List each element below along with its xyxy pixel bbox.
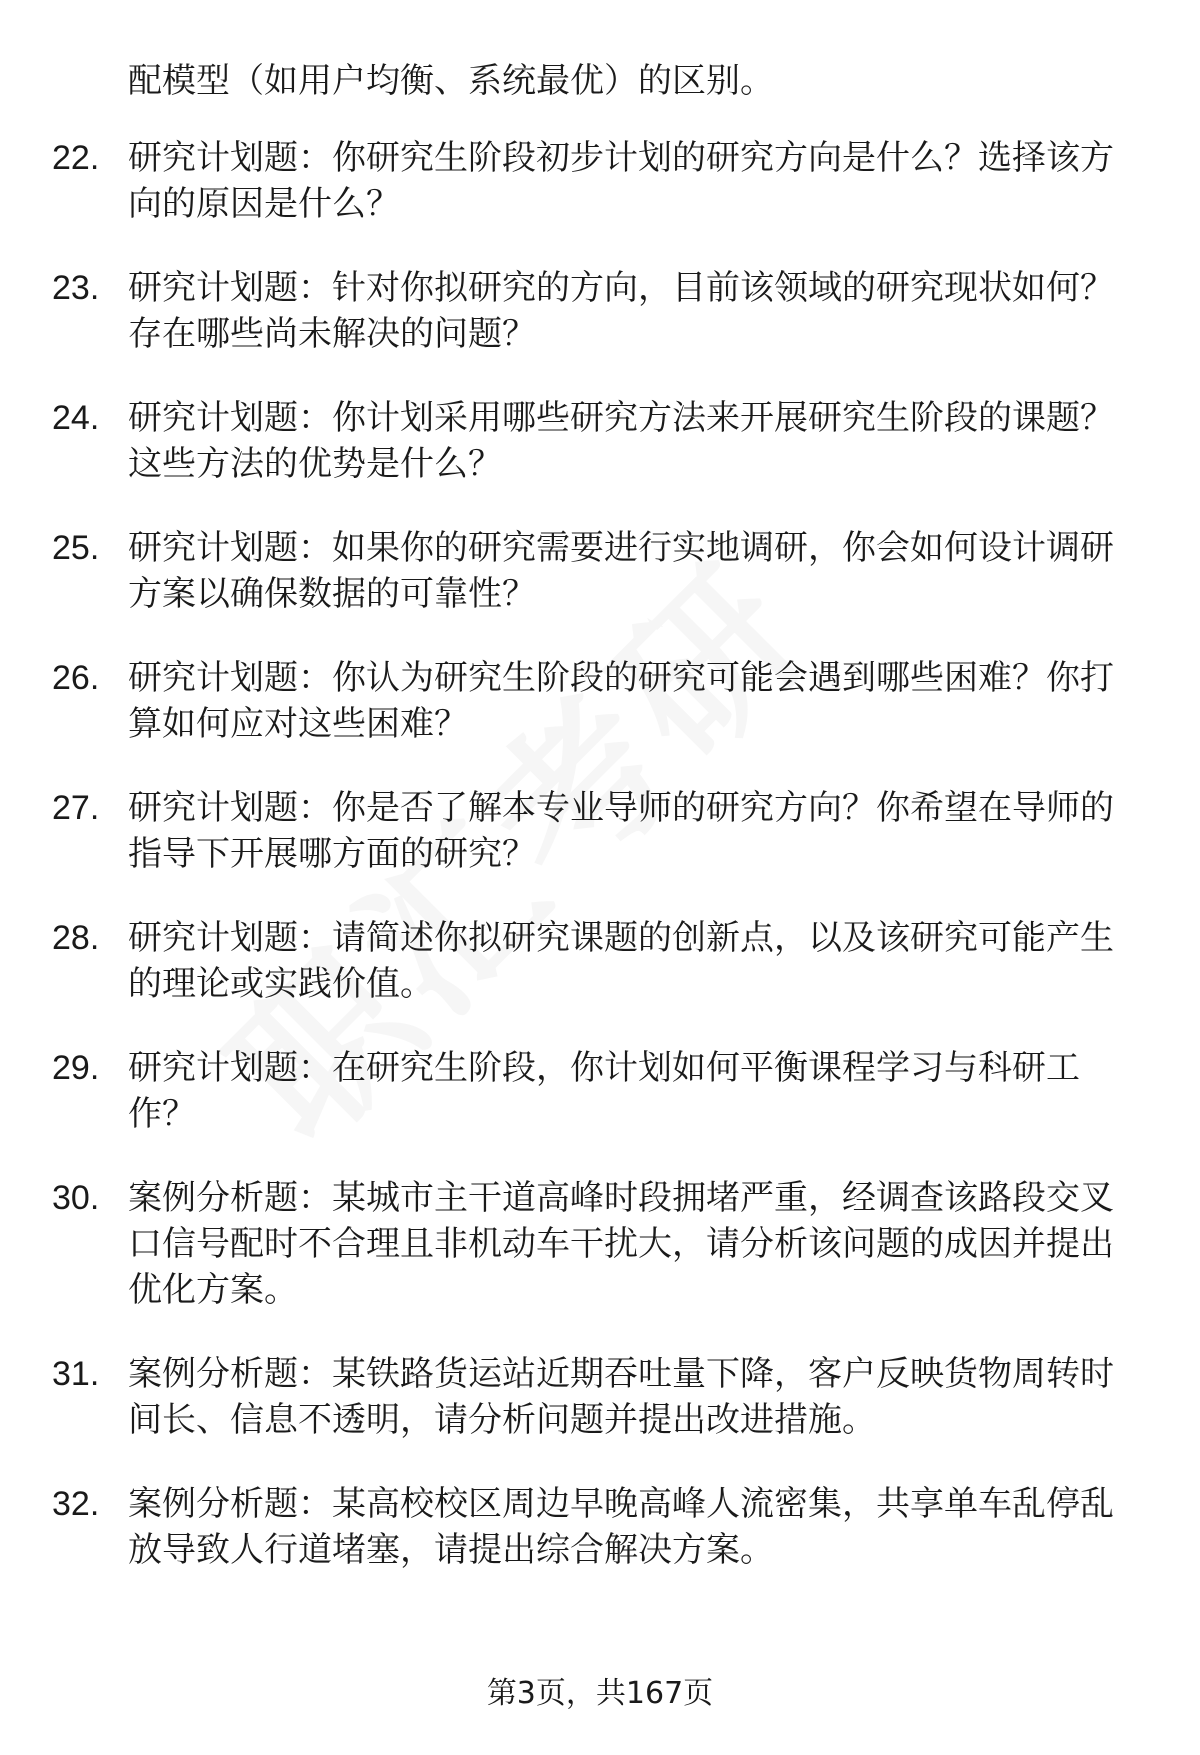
list-item xyxy=(0,1481,1138,1573)
question-number: 29. xyxy=(52,1049,100,1087)
continued-question-text: 配模型（如用户均衡、系统最优）的区别。 xyxy=(128,61,774,101)
question-number: 25. xyxy=(52,529,100,567)
list-item xyxy=(0,395,1138,487)
question-text: 研究计划题：你认为研究生阶段的研究可能会遇到哪些困难？你打算如何应对这些困难？ xyxy=(128,658,1114,744)
question-text: 研究计划题：你是否了解本专业导师的研究方向？你希望在导师的指导下开展哪方面的研究？ xyxy=(128,788,1114,874)
question-number: 31. xyxy=(52,1355,100,1393)
question-text: 案例分析题：某铁路货运站近期吞吐量下降，客户反映货物周转时间长、信息不透明，请分析问题并提出改进措施。 xyxy=(128,1354,1114,1440)
question-list xyxy=(0,135,1200,1611)
question-number: 22. xyxy=(52,139,100,177)
question-text: 案例分析题：某高校校区周边早晚高峰人流密集，共享单车乱停乱放导致人行道堵塞，请提出综合解决方案。 xyxy=(128,1484,1114,1570)
list-item xyxy=(0,1045,1138,1137)
question-text: 研究计划题：在研究生阶段，你计划如何平衡课程学习与科研工作？ xyxy=(128,1048,1080,1134)
question-text: 研究计划题：请简述你拟研究课题的创新点，以及该研究可能产生的理论或实践价值。 xyxy=(128,918,1114,1004)
question-text: 研究计划题：你研究生阶段初步计划的研究方向是什么？选择该方向的原因是什么？ xyxy=(128,138,1114,224)
list-item xyxy=(0,915,1138,1007)
question-text: 案例分析题：某城市主干道高峰时段拥堵严重，经调查该路段交叉口信号配时不合理且非机动车干扰大，请分析该问题的成因并提出优化方案。 xyxy=(128,1178,1114,1310)
question-number: 32. xyxy=(52,1485,100,1523)
list-item xyxy=(0,135,1138,227)
question-number: 27. xyxy=(52,789,100,827)
question-number: 26. xyxy=(52,659,100,697)
list-item xyxy=(0,655,1138,747)
question-text: 研究计划题：针对你拟研究的方向，目前该领域的研究现状如何？存在哪些尚未解决的问题？ xyxy=(128,268,1114,354)
question-number: 28. xyxy=(52,919,100,957)
list-item xyxy=(0,785,1138,877)
question-number: 30. xyxy=(52,1179,100,1217)
list-item xyxy=(0,1351,1138,1443)
list-item xyxy=(0,265,1138,357)
question-number: 24. xyxy=(52,399,100,437)
page-number-footer: 第3页，共167页 xyxy=(486,1676,714,1711)
list-item xyxy=(0,525,1138,617)
list-item xyxy=(0,1175,1138,1313)
question-text: 研究计划题：如果你的研究需要进行实地调研，你会如何设计调研方案以确保数据的可靠性？ xyxy=(128,528,1114,614)
question-text: 研究计划题：你计划采用哪些研究方法来开展研究生阶段的课题？这些方法的优势是什么？ xyxy=(128,398,1114,484)
question-number: 23. xyxy=(52,269,100,307)
